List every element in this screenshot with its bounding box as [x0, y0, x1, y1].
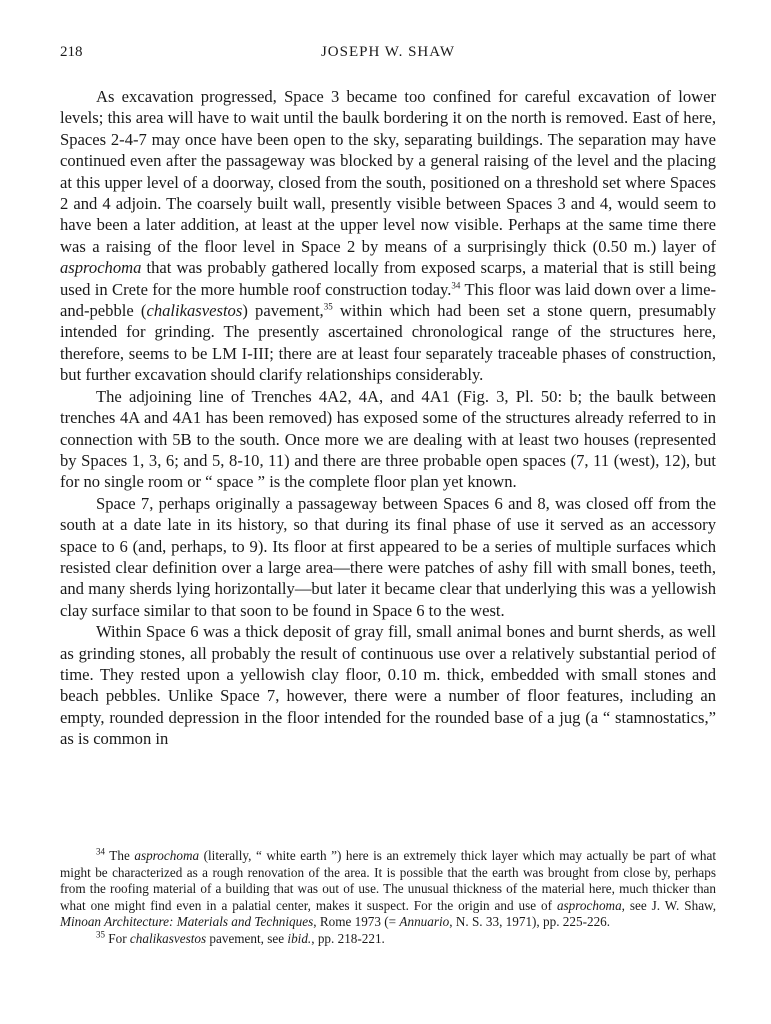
footnote-34	[60, 848, 716, 931]
fn34-text-a: The	[105, 848, 135, 863]
fn34-italic-h: Annuario	[399, 914, 450, 930]
p1-text-c: that was probably gathered locally from exposed scarps, a material that is still being used in Crete for the more humble roof construction today.	[60, 258, 716, 299]
fn35-text-c: pavement, see	[206, 930, 288, 946]
fn34-text-g: , Rome 1973 (=	[313, 914, 400, 930]
paragraph-3: Space 7, perhaps originally a passageway between Spaces 6 and 8, was closed off from the south at a date late in its history, so that during its final phase of use it served as an accessory space to 6 (and, perhaps, to 9). Its floor at first appeared to be a series of multiple surfaces which resisted clear definition over a large area—there were patches of ashy fill with small bones, teeth, and many sherds lying horizontally—but later it became clear that underlying this was a yellowish clay surface similar to that soon to be found in Space 6 to the west.	[60, 493, 716, 620]
fn34-italic-d: asprochoma	[556, 897, 622, 913]
p1-text-f: ) pavement,	[242, 301, 324, 321]
paragraph-2: The adjoining line of Trenches 4A2, 4A, and 4A1 (Fig. 3, Pl. 50: b; the baulk between trenches 4A and 4A1 has been removed) has exposed some of the structures already referred to in connection with 5B to the south. Once more we are dealing with at least two houses (represented by Spaces 1, 3, 6; and 5, 8-10, 11) and there are three probable open spaces (7, 11 (west), 12), but for no single room or “ space ” is the complete floor plan yet known.	[60, 386, 716, 492]
p1-text-g: within which had been set a stone quern, presumably intended for grinding. The presently ascertained chronological range of the structures here, therefore, seems to be LM I-III; there are at least four separately traceable phases of construction, but further excavation should clarify relationships considerably.	[60, 301, 716, 385]
p1-italic-asprochoma: asprochoma	[60, 258, 142, 278]
paragraph-4: Within Space 6 was a thick deposit of gray fill, small animal bones and burnt sherds, as well as grinding stones, all probably the result of continuous use over a relatively substantial period of time. They rested upon a yellowish clay floor, 0.10 m. thick, embedded with small stones and beach pebbles. Unlike Space 7, however, there were a number of floor features, including an empty, rounded depression in the floor intended for the rounded base of a jug (a “ stamnostatics,” as is common in	[60, 622, 716, 749]
p1-text-d: This floor was laid down over a lime-and-pebble (	[60, 279, 716, 321]
paragraph-1	[60, 86, 716, 386]
fn35-text-a: For	[105, 930, 130, 946]
footnotes	[60, 848, 716, 948]
p1-text-a: As excavation progressed, Space 3 became too confined for careful excavation of lower levels; this area will have to wait until the baulk bordering it on the north is removed. East of here, Spaces 2-4-7 may once have been open to the sky, separating buildings. The separation may have continued even after the passageway was blocked by a general raising of the level and the placing at this upper level of a doorway, closed from the south, positioned on a threshold set where Spaces 2 and 4 adjoin. The coarsely built wall, presently visible between Spaces 3 and 4, would seem to have been a later addition, at least at the upper level now visible. Perhaps at the same time there was a raising of the floor level in Space 2 by means of a surprisingly thick (0.50 m.) layer of	[60, 87, 716, 256]
fn35-italic-b: chalikasvestos	[129, 930, 207, 946]
body-text	[60, 86, 716, 750]
fn35-italic-d: ibid.	[287, 930, 312, 946]
fn35-text-e: , pp. 218-221.	[311, 930, 385, 946]
fn34-text-c: (literally, “ white earth ”) here is an extremely thick layer which may actually be part of what might be characterized as a rough renovation of the area. It is possible that the earth was brought from close by, perhaps from the roofing material of a building that was out of use. The unusual thickness of the material here, much thicker than what one might find even in a palatial center, makes it suspect. For the origin and use of	[60, 848, 716, 913]
p1-italic-chalikasvestos: chalikasvestos	[146, 301, 243, 321]
page-header	[60, 44, 716, 68]
fn34-italic-f: Minoan Architecture: Materials and Techniques	[60, 914, 314, 930]
footnote-ref-34[interactable]: 34	[451, 280, 461, 291]
fn34-text-i: , N. S. 33, 1971), pp. 225-226.	[449, 914, 611, 930]
footnote-35-number: 35	[96, 929, 105, 940]
fn34-text-e: , see J. W. Shaw,	[621, 897, 717, 913]
page-number: 218	[60, 44, 83, 60]
running-head: JOSEPH W. SHAW	[320, 44, 456, 60]
footnote-34-number: 34	[96, 846, 105, 857]
fn34-italic-b: asprochoma	[134, 848, 200, 863]
footnote-35	[60, 931, 716, 948]
footnote-ref-35[interactable]: 35	[323, 301, 333, 312]
